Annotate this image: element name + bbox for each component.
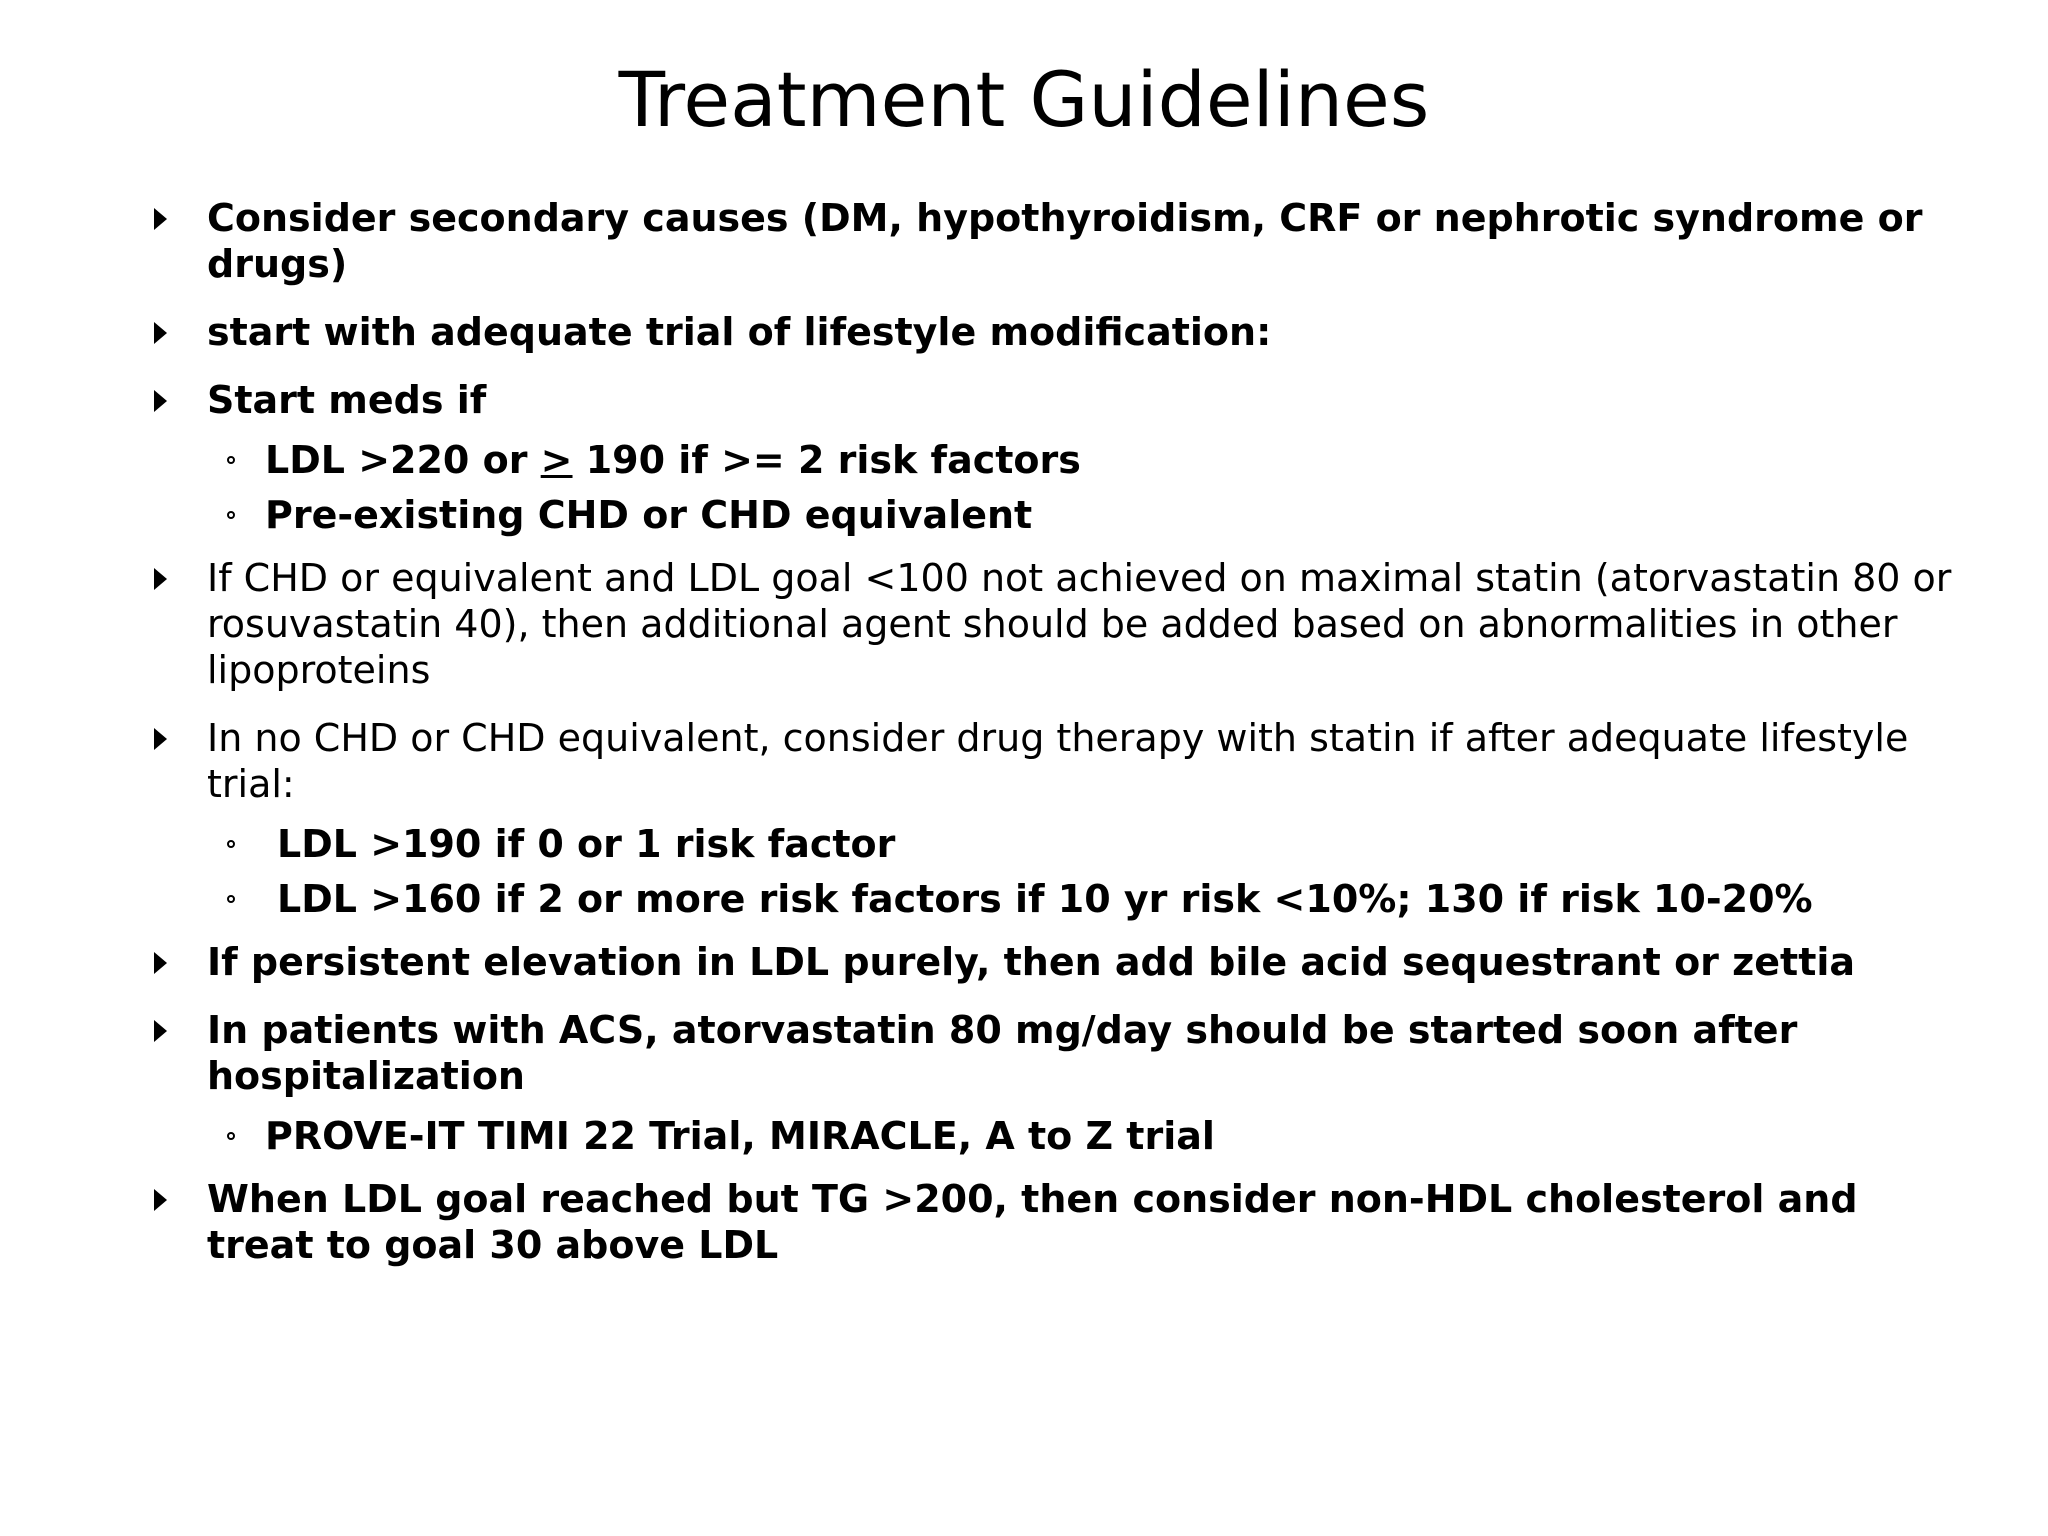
list-item <box>150 1176 1977 1268</box>
list-item <box>150 939 1977 985</box>
bullet-list <box>150 195 1950 1290</box>
sub-list-item <box>207 1109 1977 1164</box>
list-item-text: In patients with ACS, atorvastatin 80 mg/day should be started soon after hospitalization <box>207 1008 1798 1098</box>
sub-item-text-prefix: LDL >220 or <box>265 438 541 482</box>
list-item <box>150 309 1977 355</box>
list-item-text: Consider secondary causes (DM, hypothyroidism, CRF or nephrotic syndrome or drugs) <box>207 196 1923 286</box>
circle-bullet-icon <box>227 1132 235 1140</box>
sub-list-item <box>207 433 1977 488</box>
triangle-bullet-icon <box>154 208 167 230</box>
sub-list <box>207 1109 1977 1164</box>
list-item <box>150 377 1977 543</box>
circle-bullet-icon <box>227 456 235 464</box>
list-item <box>150 1007 1977 1164</box>
circle-bullet-icon <box>227 840 235 848</box>
sub-list-item <box>207 872 1977 927</box>
sub-list <box>207 433 1977 543</box>
slide-title: Treatment Guidelines <box>618 55 1430 144</box>
triangle-bullet-icon <box>154 568 167 590</box>
triangle-bullet-icon <box>154 952 167 974</box>
list-item-text: In no CHD or CHD equivalent, consider drug therapy with statin if after adequate lifestyle trial: <box>207 716 1909 806</box>
sub-item-text: LDL >160 if 2 or more risk factors if 10 yr risk <10%; 130 if risk 10-20% <box>277 877 1813 921</box>
sub-item-text: Pre-existing CHD or CHD equivalent <box>265 493 1033 537</box>
list-item <box>150 715 1977 927</box>
triangle-bullet-icon <box>154 390 167 412</box>
circle-bullet-icon <box>227 511 235 519</box>
sub-list <box>207 817 1977 927</box>
list-item-text: If CHD or equivalent and LDL goal <100 not achieved on maximal statin (atorvastatin 80 or rosuvastatin 40), then additional agent should be added based on abnormalities in other lipoproteins <box>207 556 1952 692</box>
sub-item-text-suffix: 190 if >= 2 risk factors <box>572 438 1081 482</box>
triangle-bullet-icon <box>154 322 167 344</box>
list-item-text: If persistent elevation in LDL purely, then add bile acid sequestrant or zettia <box>207 940 1856 984</box>
list-item <box>150 195 1977 287</box>
sub-item-text: LDL >190 if 0 or 1 risk factor <box>277 822 896 866</box>
sub-list-item <box>207 817 1977 872</box>
sub-item-text-underlined: > <box>540 438 573 482</box>
circle-bullet-icon <box>227 895 235 903</box>
sub-item-text: PROVE-IT TIMI 22 Trial, MIRACLE, A to Z trial <box>265 1114 1215 1158</box>
list-item-text: Start meds if <box>207 378 487 422</box>
triangle-bullet-icon <box>154 728 167 750</box>
list-item <box>150 555 1977 693</box>
list-item-text: When LDL goal reached but TG >200, then consider non-HDL cholesterol and treat to goal 30 above LDL <box>207 1177 1858 1267</box>
triangle-bullet-icon <box>154 1189 167 1211</box>
sub-list-item <box>207 488 1977 543</box>
triangle-bullet-icon <box>154 1020 167 1042</box>
list-item-text: start with adequate trial of lifestyle modification: <box>207 310 1272 354</box>
